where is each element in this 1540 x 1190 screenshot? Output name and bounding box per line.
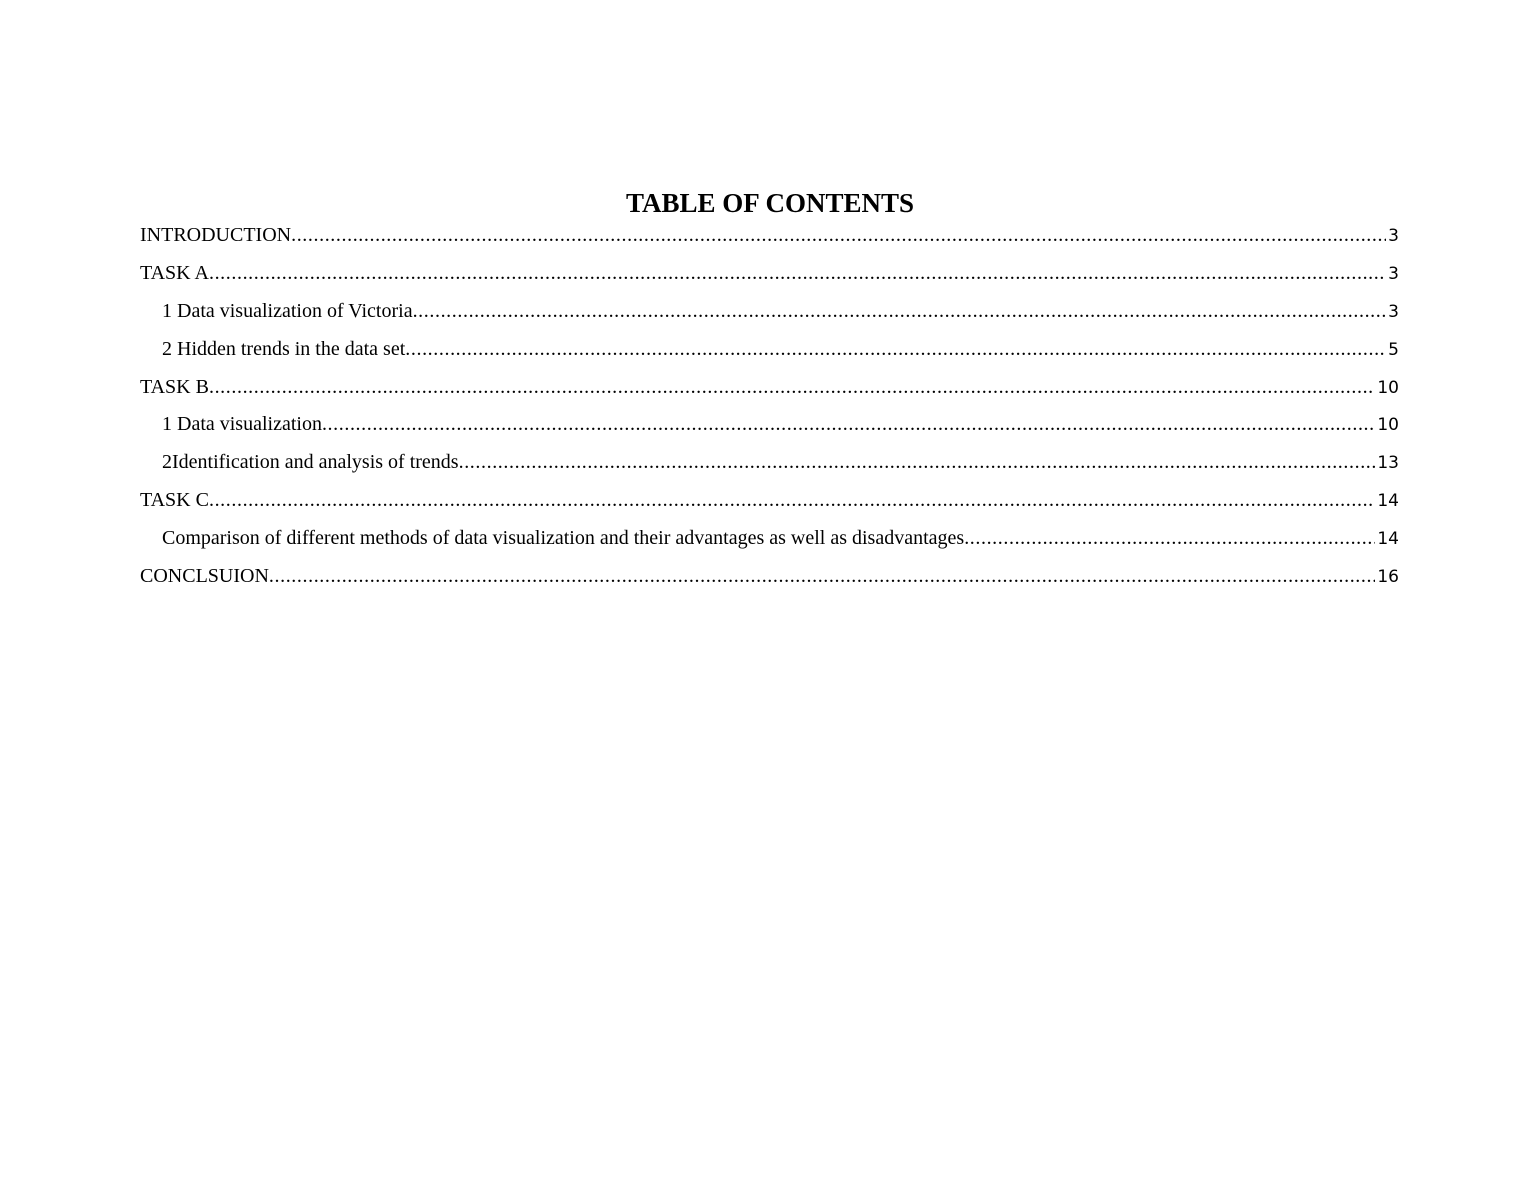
toc-dot-leader [209,482,1375,520]
toc-entry-data-visualization[interactable] [140,406,1399,444]
toc-page-number: 3 [1388,263,1399,284]
toc-entry-label: TASK C [140,489,209,512]
toc-page-number: 14 [1377,529,1399,550]
toc-entry-label: Comparison of different methods of data visualization and their advantages as well as disadvantages [162,527,965,550]
toc-entry-task-a[interactable] [140,255,1399,293]
toc-entry-label: 2 Hidden trends in the data set [162,337,406,360]
toc-title: TABLE OF CONTENTS [625,188,915,218]
toc-dot-leader [405,331,1386,369]
toc-dot-leader [269,558,1375,596]
toc-entry-label: TASK B [140,375,209,398]
toc-dot-leader [964,520,1375,558]
toc-list [140,217,1399,596]
toc-page-number: 10 [1377,415,1399,436]
toc-entry-label: TASK A [140,261,209,284]
toc-entry-task-b[interactable] [140,369,1399,407]
toc-entry-label: 1 Data visualization [162,413,322,436]
toc-entry-comparison-methods[interactable] [140,520,1399,558]
toc-page-number: 3 [1388,301,1399,322]
toc-dot-leader [291,217,1386,255]
toc-entry-conclusion[interactable] [140,558,1399,596]
toc-entry-label: INTRODUCTION [140,224,292,246]
toc-entry-label: 2Identification and analysis of trends [162,451,459,474]
toc-page-number: 3 [1388,226,1399,246]
toc-page-number: 14 [1377,491,1399,512]
toc-page-number: 16 [1377,567,1399,588]
toc-dot-leader [209,369,1375,407]
toc-page-number: 13 [1377,453,1399,474]
toc-entry-label: CONCLSUION [140,565,269,588]
toc-entry-data-visualization-victoria[interactable] [140,293,1399,331]
toc-page-number: 10 [1377,377,1399,398]
toc-page-number: 5 [1388,339,1399,360]
toc-dot-leader [413,293,1387,331]
toc-entry-introduction[interactable] [140,217,1399,255]
toc-entry-identification-trends[interactable] [140,444,1399,482]
toc-entry-task-c[interactable] [140,482,1399,520]
toc-entry-label: 1 Data visualization of Victoria [162,299,413,322]
toc-dot-leader [459,444,1376,482]
toc-entry-hidden-trends[interactable] [140,331,1399,369]
toc-dot-leader [209,255,1386,293]
toc-dot-leader [322,406,1375,444]
